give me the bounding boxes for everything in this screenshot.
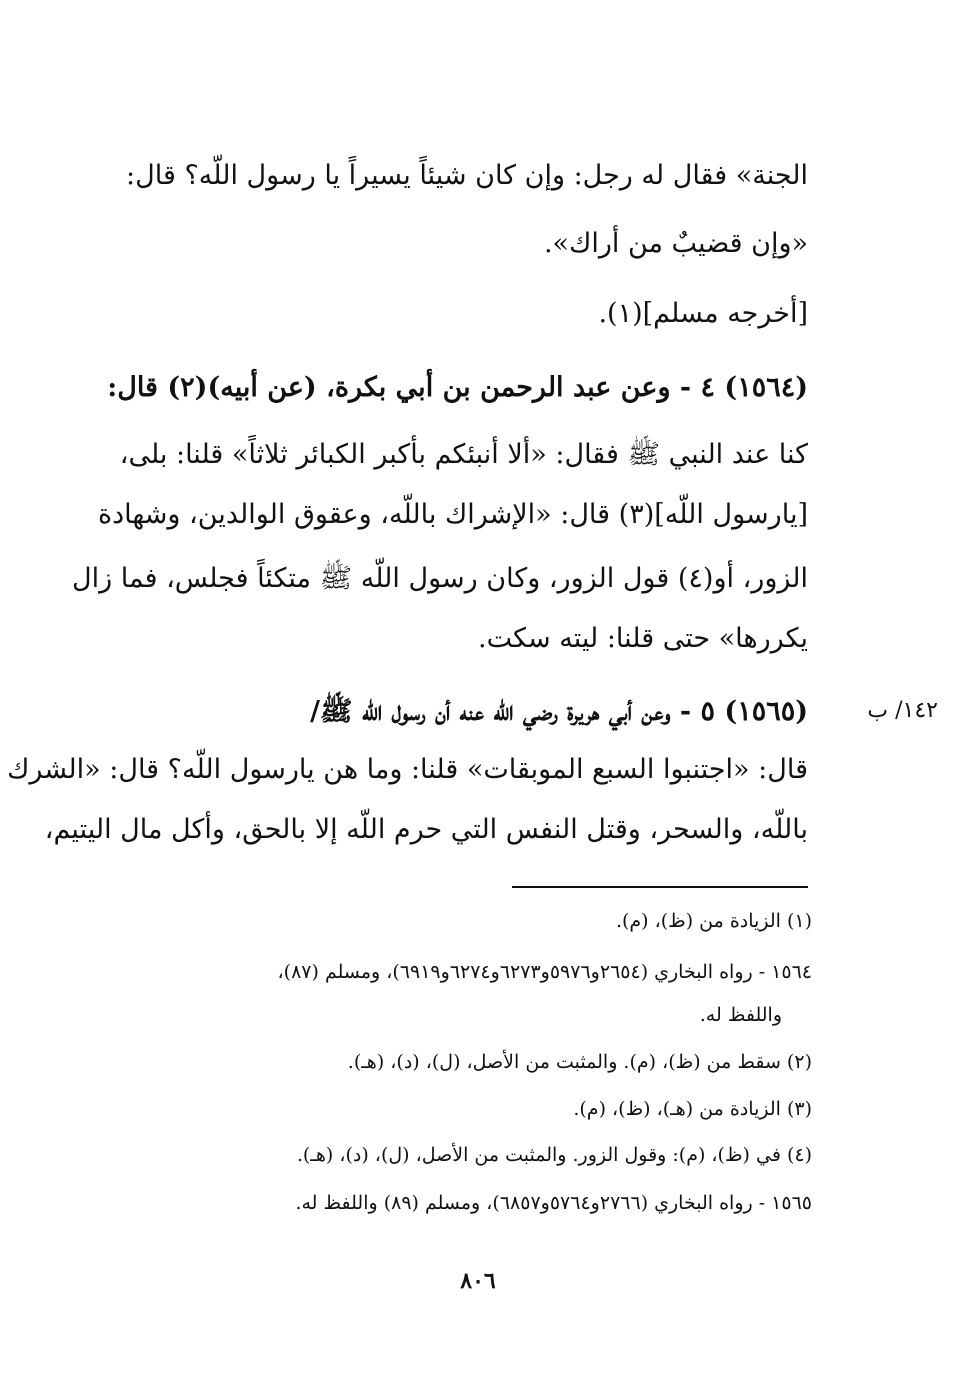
manuscript-folio-marker: ١٤٢/ ب: [867, 698, 938, 723]
page-number: ٨٠٦: [460, 1268, 496, 1294]
footnote-line: (٢) سقط من (ظ)، (م). والمثبت من الأصل، (ل)، (د)، (هـ).: [347, 1051, 812, 1073]
text-line: قال: «اجتنبوا السبع الموبقات» قلنا: وما هن يارسول اللّه؟ قال: «الشرك: [7, 754, 808, 785]
footnote-line: ١٥٦٤ - رواه البخاري (٢٦٥٤و٥٩٧٦و٦٢٧٣و٦٢٧٤و٦٩١٩)، ومسلم (٨٧)،: [277, 961, 812, 983]
text-line: الجنة» فقال له رجل: وإن كان شيئاً يسيراً يا رسول اللّه؟ قال:: [126, 160, 808, 191]
hadith-heading-1565: (١٥٦٥) ٥ - وعن أبي هريرة رضي اللّه عنه أن رسول اللّه ﷺ/: [310, 696, 808, 727]
text-line: يكررها» حتى قلنا: ليته سكت.: [478, 623, 808, 654]
text-line: «وإن قضيبٌ من أراك».: [543, 228, 808, 259]
footnote-line: (٤) في (ظ)، (م): وقول الزور. والمثبت من الأصل، (ل)، (د)، (هـ).: [296, 1144, 812, 1166]
hadith-heading-1564: (١٥٦٤) ٤ - وعن عبد الرحمن بن أبي بكرة، (عن أبيه)(٢) قال:: [107, 372, 808, 403]
footnote-line: ١٥٦٥ - رواه البخاري (٢٧٦٦و٥٧٦٤و٦٨٥٧)، ومسلم (٨٩) واللفظ له.: [295, 1192, 812, 1214]
text-line: باللّه، والسحر، وقتل النفس التي حرم اللّه إلا بالحق، وأكل مال اليتيم،: [44, 814, 808, 845]
text-line: [أخرجه مسلم](١).: [598, 298, 808, 329]
footnote-line: واللفظ له.: [699, 1004, 782, 1026]
text-line: كنا عند النبي ﷺ فقال: «ألا أنبئكم بأكبر الكبائر ثلاثاً» قلنا: بلى،: [119, 439, 808, 470]
text-line: الزور، أو(٤) قول الزور، وكان رسول اللّه ﷺ متكئاً فجلس، فما زال: [72, 563, 808, 594]
footnote-divider: [512, 886, 808, 888]
footnote-line: (٣) الزيادة من (هـ)، (ظ)، (م).: [573, 1098, 812, 1120]
footnote-line: (١) الزيادة من (ظ)، (م).: [615, 910, 812, 932]
text-line: [يارسول اللّه](٣) قال: «الإشراك باللّه، وعقوق الوالدين، وشهادة: [97, 499, 808, 530]
